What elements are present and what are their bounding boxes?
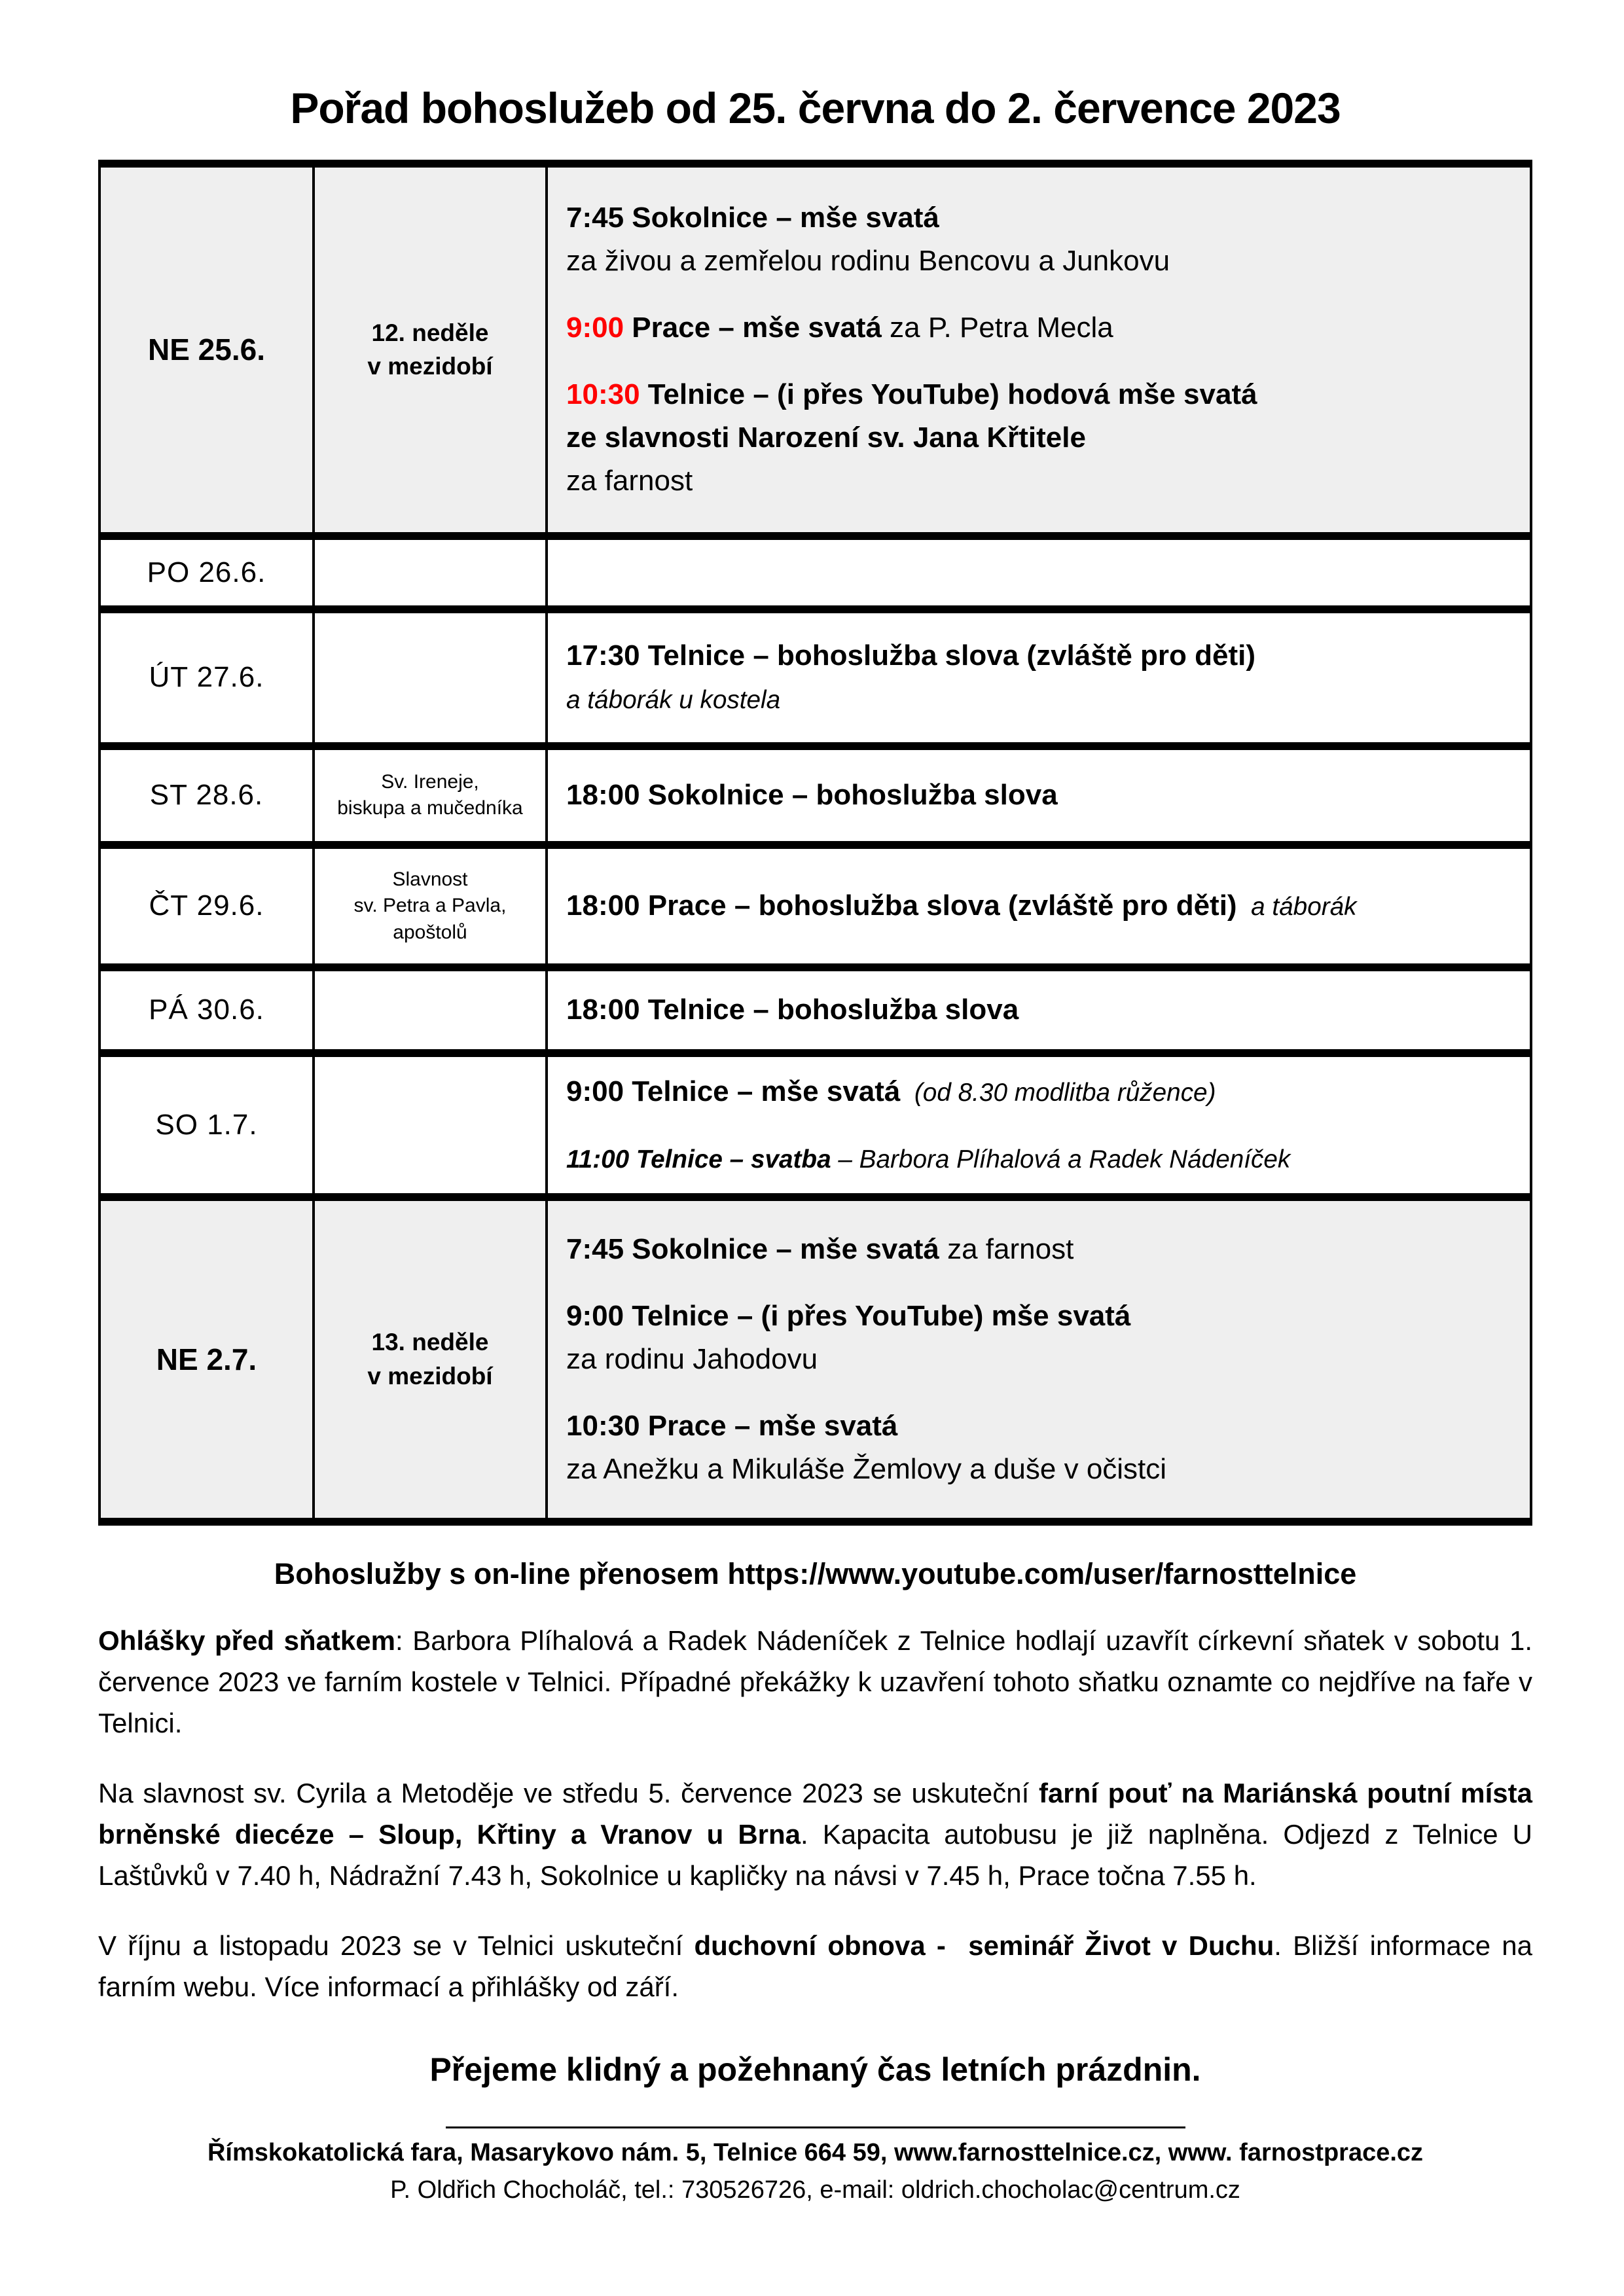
announcement-retreat	[98, 1925, 1540, 2007]
schedule-line	[566, 988, 1511, 1031]
schedule-entry	[566, 634, 1511, 721]
text-segment: – Barbora Plíhalová a Radek Nádeníček	[831, 1145, 1291, 1174]
text-segment: farní pouť na Mariánská poutní místa brněnské diecéze – Sloup, Křtiny a Vranov u Brna	[98, 1777, 1540, 1850]
day-cell-pa-30-6: PÁ 30.6.	[99, 967, 314, 1053]
content-cell-so-1-7	[547, 1053, 1531, 1197]
content-cell-st-28-6	[547, 746, 1531, 845]
schedule-line	[566, 196, 1511, 240]
feast-cell-pa-30-6	[314, 967, 547, 1053]
text-segment: (od 8.30 modlitba růžence)	[900, 1078, 1216, 1107]
content-cell-pa-30-6	[547, 967, 1531, 1053]
schedule-line	[566, 1448, 1511, 1491]
feast-cell-ne-2-7	[314, 1197, 547, 1522]
text-segment: 18:00 Prace – bohoslužba slova (zvláště pro děti)	[566, 889, 1237, 922]
text-segment: a táborák u kostela	[566, 686, 781, 715]
schedule-line	[566, 306, 1511, 350]
schedule-line	[566, 1070, 1511, 1113]
text-segment: za rodinu Jahodovu	[566, 1342, 818, 1375]
feast-cell-ne-25-6	[314, 164, 547, 536]
text-segment: : Barbora Plíhalová a Radek Nádeníček z Telnice hodlají uzavřít církevní sňatek v sobotu 1. července 2023 ve farním kostele v Telnici. Případné překážky k uzavření tohoto sňatku oznamte co nejdříve na faře v Telnici.	[98, 1624, 1540, 1738]
feast-line: 12. neděle	[371, 319, 489, 346]
content-cell-ct-29-6	[547, 845, 1531, 967]
table-row-ne-2-7	[99, 1197, 1531, 1522]
footer-divider	[446, 2126, 1185, 2128]
table-row-ne-25-6	[99, 164, 1531, 536]
schedule-line	[566, 677, 1511, 721]
closing-line: Přejeme klidný a požehnaný čas letních prázdnin.	[429, 2051, 1201, 2088]
schedule-line	[566, 634, 1511, 677]
text-segment: Prace – mše svatá	[624, 312, 882, 344]
footer-contact-line: P. Oldřich Chocholáč, tel.: 730526726, e-mail: oldrich.chocholac@centrum.cz	[390, 2176, 1240, 2204]
content-cell-ne-2-7	[547, 1197, 1531, 1522]
page-title: Pořad bohoslužeb od 25. června do 2. července 2023	[290, 84, 1341, 132]
schedule-entry	[566, 1405, 1511, 1491]
text-segment: ze slavnosti Narození sv. Jana Křtitele	[566, 422, 1086, 454]
text-segment: 18:00 Sokolnice – bohoslužba slova	[566, 779, 1058, 812]
schedule-line	[566, 1137, 1511, 1180]
schedule-line	[566, 884, 1511, 927]
text-segment: . Kapacita autobusu je již naplněna. Odjezd z Telnice U Laštůvků v 7.40 h, Nádražní 7.43 h, Sokolnice u kapličky na návsi v 7.45 h, Prace točna 7.55 h.	[98, 1818, 1540, 1891]
schedule-line	[566, 1228, 1511, 1271]
feast-line: apoštolů	[393, 921, 467, 943]
schedule-line	[566, 1295, 1511, 1338]
schedule-entry	[566, 1228, 1511, 1271]
day-cell-ut-27-6: ÚT 27.6.	[99, 609, 314, 746]
schedule-body	[99, 164, 1531, 1522]
time-red-segment: 10:30	[566, 378, 640, 411]
schedule-entry	[566, 306, 1511, 350]
text-segment: duchovní obnova - seminář Život v Duchu	[694, 1929, 1274, 1961]
schedule-entry	[566, 988, 1511, 1031]
text-segment: V říjnu a listopadu 2023 se v Telnici uskuteční	[98, 1929, 695, 1961]
schedule-entry	[566, 1295, 1511, 1381]
announcement-pilgrimage	[98, 1772, 1540, 1896]
text-segment: a táborák	[1236, 893, 1357, 922]
table-row-st-28-6	[99, 746, 1531, 845]
online-broadcast-note: Bohoslužby s on-line přenosem https://www.youtube.com/user/farnosttelnice	[274, 1556, 1357, 1590]
content-cell-ut-27-6	[547, 609, 1531, 746]
feast-line: Sv. Ireneje,	[381, 770, 479, 793]
content-cell-ne-25-6	[547, 164, 1531, 536]
day-cell-po-26-6: PO 26.6.	[99, 536, 314, 609]
schedule-entry	[566, 196, 1511, 283]
day-cell-st-28-6: ST 28.6.	[99, 746, 314, 845]
text-segment: za Anežku a Mikuláše Žemlovy a duše v očistci	[566, 1452, 1167, 1485]
text-segment: 18:00 Telnice – bohoslužba slova	[566, 994, 1019, 1026]
feast-cell-so-1-7	[314, 1053, 547, 1197]
day-cell-ct-29-6: ČT 29.6.	[99, 845, 314, 967]
table-row-po-26-6	[99, 536, 1531, 609]
schedule-entry	[566, 774, 1511, 817]
text-segment: 11:00 Telnice – svatba	[566, 1145, 831, 1174]
schedule-entry	[566, 1137, 1511, 1180]
text-segment: Ohlášky před sňatkem	[98, 1624, 395, 1656]
feast-cell-st-28-6	[314, 746, 547, 845]
day-cell-ne-2-7: NE 2.7.	[99, 1197, 314, 1522]
feast-line: 13. neděle	[371, 1329, 489, 1356]
schedule-line	[566, 774, 1511, 817]
text-segment: za P. Petra Mecla	[881, 312, 1113, 344]
schedule-table	[98, 160, 1532, 1526]
schedule-line	[566, 459, 1511, 503]
time-red-segment: 9:00	[566, 312, 624, 344]
text-segment: 9:00 Telnice – (i přes YouTube) mše svatá	[566, 1299, 1131, 1332]
content-cell-po-26-6	[547, 536, 1531, 609]
text-segment: 9:00 Telnice – mše svatá	[566, 1075, 901, 1107]
text-segment: za živou a zemřelou rodinu Bencovu a Junkovu	[566, 245, 1170, 278]
feast-cell-po-26-6	[314, 536, 547, 609]
announcement-banns	[98, 1620, 1540, 1744]
schedule-line	[566, 240, 1511, 283]
text-segment: 7:45 Sokolnice – mše svatá	[566, 1232, 939, 1265]
text-segment: Na slavnost sv. Cyrila a Metoděje ve středu 5. července 2023 se uskuteční	[98, 1777, 1039, 1808]
text-segment: 7:45 Sokolnice – mše svatá	[566, 202, 939, 234]
feast-cell-ut-27-6	[314, 609, 547, 746]
feast-line: v mezidobí	[367, 1362, 493, 1390]
schedule-entry	[566, 373, 1511, 503]
text-segment: za farnost	[939, 1232, 1074, 1265]
text-segment: 10:30 Prace – mše svatá	[566, 1409, 898, 1442]
text-segment: za farnost	[566, 465, 693, 497]
feast-cell-ct-29-6	[314, 845, 547, 967]
feast-line: v mezidobí	[367, 353, 493, 380]
table-row-ct-29-6	[99, 845, 1531, 967]
feast-line: biskupa a mučedníka	[337, 797, 523, 819]
schedule-line	[566, 1338, 1511, 1381]
schedule-line	[566, 373, 1511, 416]
table-row-pa-30-6	[99, 967, 1531, 1053]
table-row-so-1-7	[99, 1053, 1531, 1197]
schedule-entry	[566, 884, 1511, 927]
announcements	[98, 1620, 1540, 2007]
text-segment: . Bližší informace na farním webu. Více informací a přihlášky od září.	[98, 1929, 1540, 2002]
footer-address-line: Římskokatolická fara, Masarykovo nám. 5, Telnice 664 59, www.farnosttelnice.cz, www. farnostprace.cz	[207, 2138, 1424, 2166]
footer	[98, 2126, 1532, 2204]
table-row-ut-27-6	[99, 609, 1531, 746]
day-cell-ne-25-6: NE 25.6.	[99, 164, 314, 536]
feast-line: sv. Petra a Pavla,	[353, 895, 507, 917]
feast-line: Slavnost	[392, 868, 468, 890]
schedule-entry	[566, 1070, 1511, 1113]
schedule-line	[566, 416, 1511, 459]
schedule-line	[566, 1405, 1511, 1448]
text-segment: 17:30 Telnice – bohoslužba slova (zvláště pro děti)	[566, 639, 1256, 672]
day-cell-so-1-7: SO 1.7.	[99, 1053, 314, 1197]
text-segment: Telnice – (i přes YouTube) hodová mše svatá	[640, 378, 1257, 411]
